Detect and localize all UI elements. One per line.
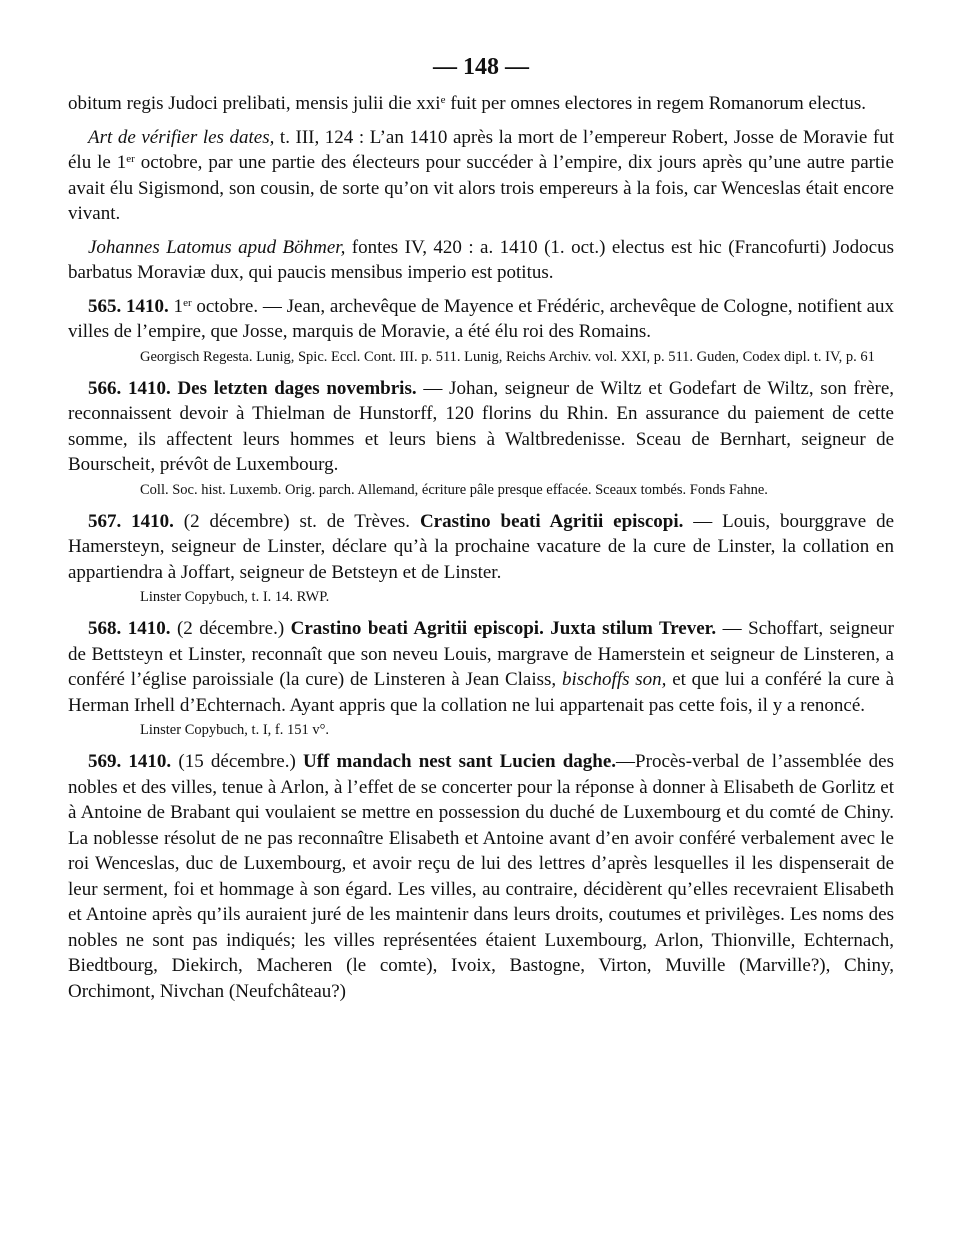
citation-title: Art de vérifier les dates, — [88, 126, 275, 148]
entry-565-source: Georgisch Regesta. Lunig, Spic. Eccl. Cont. III. p. 511. Lunig, Reichs Archiv. vol. XXI, p. 511. Guden, Codex dipl. t. IV, p. 61 — [140, 348, 875, 365]
italic-text: bischoffs son, — [556, 669, 667, 690]
superscript: er — [183, 296, 192, 309]
entry-number: 569. 1410. — [88, 751, 172, 772]
entry-567-source: Linster Copybuch, t. I. 14. RWP. — [140, 589, 330, 605]
entry-number: 566. 1410. — [88, 377, 171, 399]
entry-566 — [68, 376, 894, 478]
entry-569 — [68, 749, 894, 1004]
entry-number: 567. 1410. — [88, 510, 174, 532]
superscript: er — [126, 153, 135, 165]
paragraph-art-de-verifier — [68, 125, 894, 227]
text: t. III, 124 : L’an 1410 après la mort de l’empereur Robert, Josse de Moravie fut élu le 1 — [68, 126, 894, 173]
text: (15 décembre.) — [171, 751, 296, 772]
entry-567 — [68, 509, 894, 586]
entry-heading: Crastino beati Agritii episcopi. Juxta stilum Trever. — [284, 618, 717, 639]
entry-566-source: Coll. Soc. hist. Luxemb. Orig. parch. Allemand, écriture pâle presque effacée. Sceaux tombés. Fonds Fahne. — [140, 481, 768, 498]
entry-heading: Des letzten dages novembris. — [170, 377, 417, 399]
text: obitum regis Judoci prelibati, mensis julii die xxi — [68, 93, 441, 114]
paragraph-obitum — [68, 91, 894, 117]
entry-number: 568. 1410. — [88, 618, 171, 639]
text: (2 décembre.) — [170, 618, 285, 639]
paragraph-latomus — [68, 235, 894, 286]
entry-number: 565. 1410. — [88, 295, 169, 317]
text: (2 décembre) st. de Trèves. — [173, 510, 411, 532]
text: — Louis, bourggrave de Hamersteyn, seigneur de Linster, déclare qu’à la prochaine vacature de la cure de Linster, la collation en appartiendra à Joffart, seigneur de Betsteyn et de Linster. — [68, 510, 895, 583]
text: fuit per omnes electores in regem Romanorum electus. — [445, 93, 866, 114]
text: et que lui a conféré la cure à Herman Irhell d’Echternach. Ayant appris que la collation ne lui appartenait pas cette fois, il y a renoncé. — [68, 669, 895, 716]
text: fontes IV, 420 : a. 1410 (1. oct.) electus est hic (Francofurti) Jodocus barbatus Moraviæ dux, qui paucis mensibus imperio est potitus. — [68, 236, 894, 283]
entry-heading: Uff mandach nest sant Lucien daghe. — [295, 751, 617, 772]
document-page — [68, 52, 894, 1004]
text: — Johan, seigneur de Wiltz et Godefart de Wiltz, son frère, reconnaissent devoir à Thielman de Hunstorff, 120 florins du Rhin. En assurance du paiement de cette somme, ils affectent leurs hommes et leurs biens à Waltbredenisse. Sceau de Bernhart, seigneur de Bourscheit, prévôt de Luxembourg. — [68, 377, 895, 475]
text: —Procès-verbal de l’assemblée des nobles et des villes, tenue à Arlon, à l’effet de se concerter pour la réponse à donner à Elisabeth de Gorlitz et à Antoine de Brabant qui voulaient se mettre en possession du duché de Luxembourg et du comté de Chiny. La noblesse résolut de ne pas reconnaître Elisabeth et Antoine avant d’en avoir conféré verbalement avec le roi Wenceslas, duc de Luxembourg, et avoir reçu de lui des lettres d’après lesquelles il les dispenserait de leur serment, foi et hommage à son égard. Les villes, au contraire, décidèrent qu’elles recevraient Elisabeth et Antoine après qu’ils auraient juré de les maintenir dans leurs droits, coutumes et privilèges. Les noms des nobles ne sont pas indiqués; les villes représentées étaient Luxembourg, Arlon, Thionville, Echternach, Biedtbourg, Diekirch, Macheren (le comte), Ivoix, Bastogne, Virton, Muville (Marville?), Chiny, Orchimont, Nivchan (Neufchâteau?) — [68, 751, 894, 1002]
text: octobre. — Jean, archevêque de Mayence et Frédéric, archevêque de Cologne, notifient aux villes de l’empire, que Josse, marquis de Moravie, a été élu roi des Romains. — [68, 295, 895, 342]
text: octobre, par une partie des électeurs pour succéder à l’empire, dix jours après qu’une autre partie avait élu Sigismond, son cousin, de sorte qu’on vit alors trois empereurs à la fois, car Wenceslas était encore vivant. — [68, 152, 894, 224]
entry-568 — [68, 616, 894, 718]
superscript: e — [440, 94, 446, 106]
text: — Schoffart, seigneur de Bettsteyn et Linster, reconnaît que son neveu Louis, margrave de Hamerstein et seigneur de Linsteren, a conféré l’église paroissiale (la cure) de Linsteren à Jean Claiss, — [68, 618, 894, 690]
page-number: — 148 — — [433, 54, 529, 80]
entry-568-source: Linster Copybuch, t. I, f. 151 v°. — [140, 722, 330, 738]
text: 1 — [168, 295, 184, 317]
citation-title: Johannes Latomus apud Böhmer, — [88, 236, 346, 258]
entry-heading: Crastino beati Agritii episcopi. — [410, 510, 684, 532]
entry-565 — [68, 294, 894, 345]
